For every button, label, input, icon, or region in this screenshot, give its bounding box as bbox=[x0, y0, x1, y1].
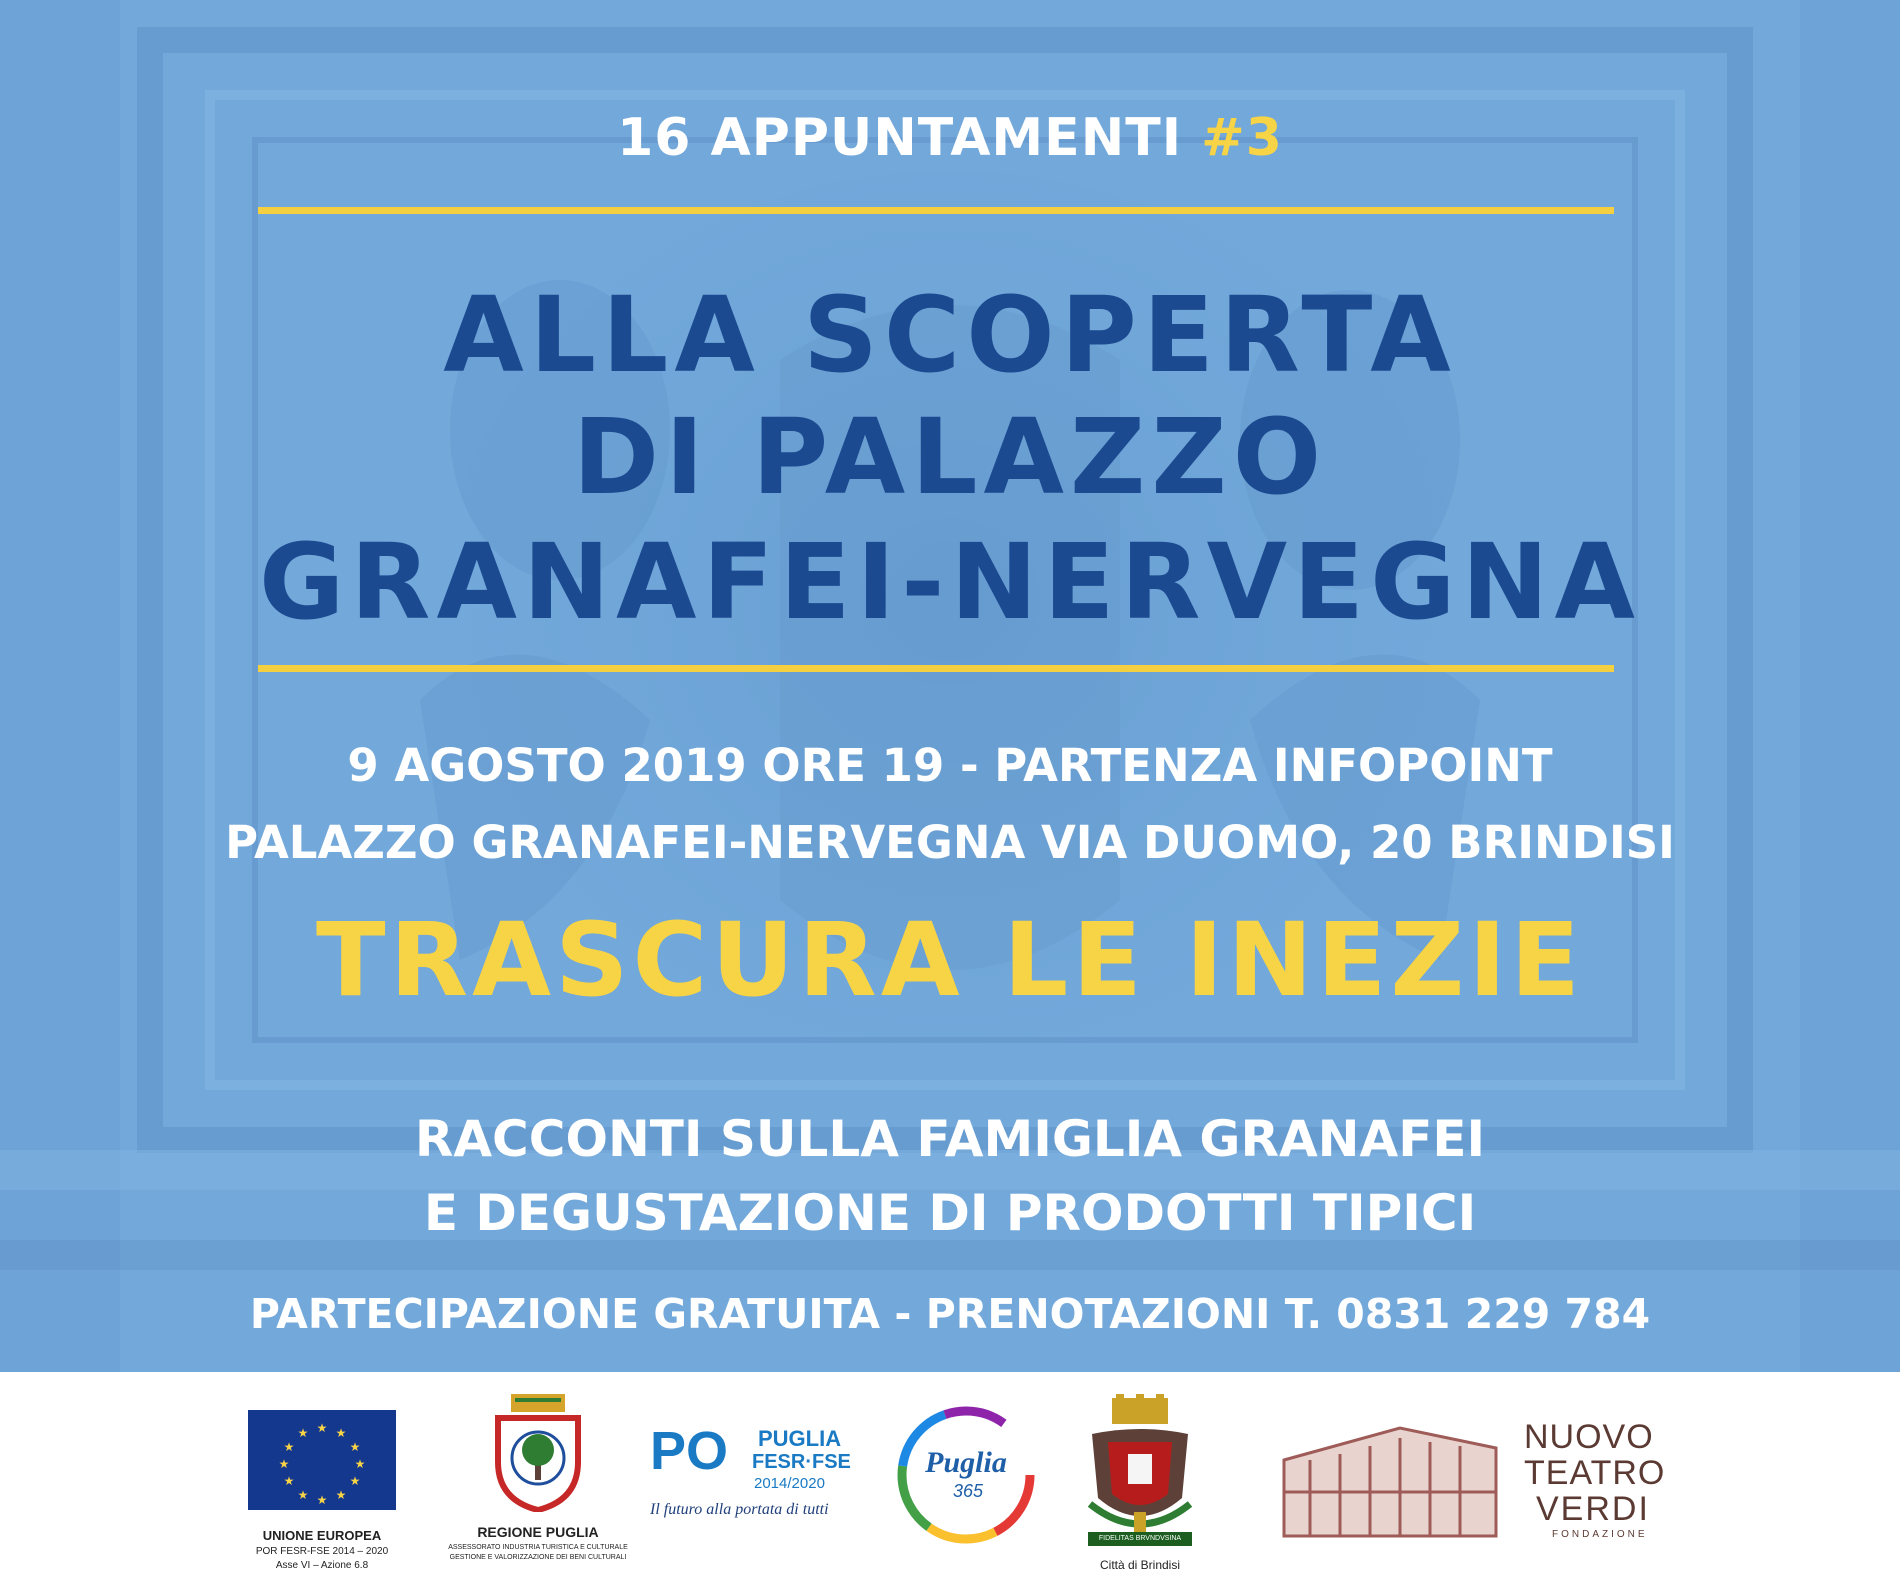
logo-unione-europea bbox=[248, 1410, 396, 1590]
brindisi-coat-of-arms-icon bbox=[1078, 1394, 1202, 1554]
regione-department: ASSESSORATO INDUSTRIA TURISTICA E CULTURALE bbox=[448, 1544, 628, 1551]
event-title-line-2: DI PALAZZO bbox=[572, 396, 1328, 518]
sponsor-logos bbox=[0, 1372, 1900, 1592]
teatro-line-verdi: VERDI bbox=[1536, 1490, 1650, 1528]
ue-programme: POR FESR-FSE 2014 – 2020 bbox=[255, 1546, 389, 1557]
svg-text:★: ★ bbox=[297, 1426, 309, 1440]
por-years: 2014/2020 bbox=[754, 1475, 825, 1492]
svg-text:★: ★ bbox=[354, 1457, 366, 1471]
brindisi-motto: FIDELITAS BRVNDVSINA bbox=[1098, 1535, 1182, 1542]
teatro-line-fondazione: FONDAZIONE bbox=[1552, 1529, 1648, 1540]
teatro-building-icon bbox=[1280, 1420, 1500, 1544]
svg-text:★: ★ bbox=[316, 1493, 328, 1507]
por-mark: PO bbox=[650, 1421, 729, 1481]
por-tagline: Il futuro alla portata di tutti bbox=[650, 1501, 829, 1518]
svg-text:★: ★ bbox=[349, 1474, 361, 1488]
feature-headline: TRASCURA LE INEZIE bbox=[316, 901, 1584, 1020]
event-title-line-1: ALLA SCOPERTA bbox=[443, 274, 1457, 396]
event-date-line: 9 AGOSTO 2019 ORE 19 - PARTENZA INFOPOINT bbox=[347, 739, 1553, 792]
svg-text:★: ★ bbox=[349, 1440, 361, 1454]
event-address-line: PALAZZO GRANAFEI-NERVEGNA VIA DUOMO, 20 BRINDISI bbox=[225, 816, 1675, 869]
svg-text:★: ★ bbox=[283, 1474, 295, 1488]
booking-info: PARTECIPAZIONE GRATUITA - PRENOTAZIONI T. 0831 229 784 bbox=[249, 1290, 1651, 1338]
logo-regione-puglia bbox=[438, 1392, 638, 1592]
svg-text:★: ★ bbox=[297, 1488, 309, 1502]
description-line-2: E DEGUSTAZIONE DI PRODOTTI TIPICI bbox=[423, 1184, 1477, 1242]
puglia-365-number: 365 bbox=[953, 1481, 984, 1501]
puglia-365-logo-icon bbox=[893, 1402, 1039, 1548]
svg-text:★: ★ bbox=[335, 1426, 347, 1440]
top-divider bbox=[258, 207, 1614, 214]
bottom-divider bbox=[258, 665, 1614, 672]
ue-name: UNIONE EUROPEA bbox=[262, 1528, 382, 1543]
ue-axis: Asse VI – Azione 6.8 bbox=[275, 1560, 369, 1571]
description-line-1: RACCONTI SULLA FAMIGLIA GRANAFEI bbox=[414, 1110, 1486, 1168]
brindisi-name: Città di Brindisi bbox=[1099, 1558, 1181, 1572]
regione-department-2: GESTIONE E VALORIZZAZIONE DEI BENI CULTURALI bbox=[449, 1554, 627, 1561]
logo-nuovo-teatro-verdi bbox=[1280, 1420, 1680, 1560]
event-title-line-3: GRANAFEI-NERVEGNA bbox=[259, 521, 1641, 643]
regione-name: REGIONE PUGLIA bbox=[477, 1524, 599, 1540]
series-number: #3 bbox=[1201, 108, 1283, 168]
svg-text:★: ★ bbox=[278, 1457, 290, 1471]
por-fund: FESR·FSE bbox=[752, 1451, 851, 1473]
por-name: PUGLIA bbox=[758, 1426, 842, 1451]
por-puglia-logo-icon bbox=[650, 1421, 880, 1544]
regione-puglia-shield-icon bbox=[493, 1392, 583, 1512]
puglia-365-script: Puglia bbox=[925, 1446, 1007, 1479]
teatro-line-nuovo: NUOVO bbox=[1524, 1418, 1654, 1456]
logo-citta-di-brindisi bbox=[1078, 1394, 1202, 1584]
svg-text:★: ★ bbox=[316, 1421, 328, 1435]
series-label: 16 APPUNTAMENTI #3 bbox=[617, 108, 1283, 168]
teatro-line-teatro: TEATRO bbox=[1524, 1454, 1666, 1492]
eu-flag-icon bbox=[248, 1410, 396, 1510]
svg-text:★: ★ bbox=[283, 1440, 295, 1454]
svg-text:★: ★ bbox=[335, 1488, 347, 1502]
